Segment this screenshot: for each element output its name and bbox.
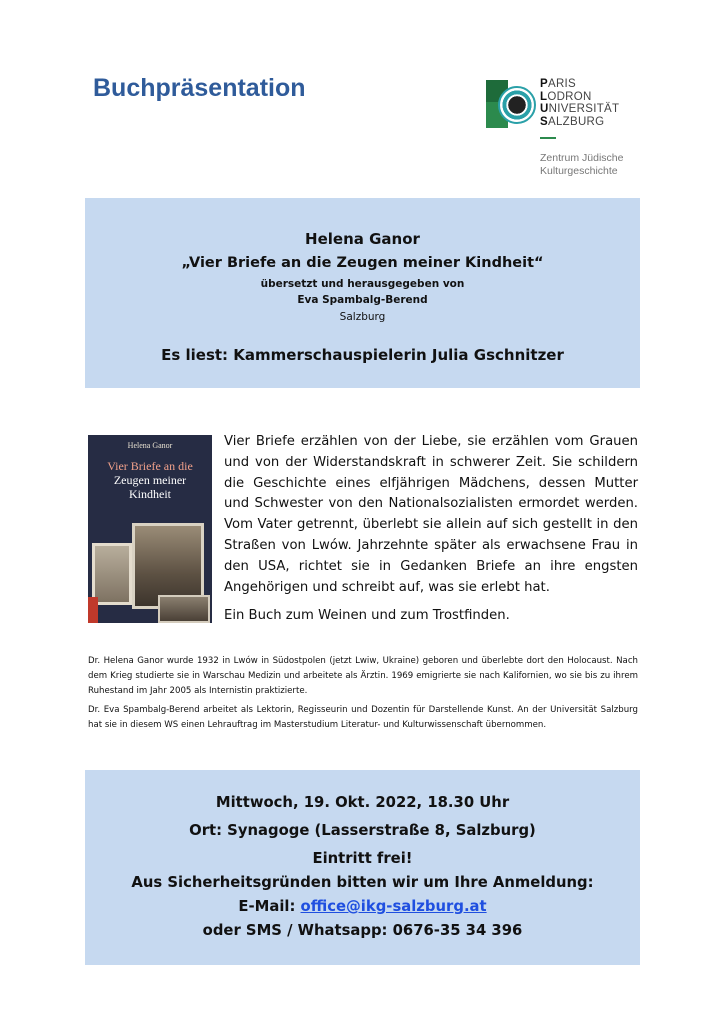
translator-bio: Dr. Eva Spambalg-Berend arbeitet als Lektorin, Regisseurin und Dozentin für Darstellende Kunst. An der Universität Salzburg hat sie in diesem WS einen Lehrauftrag im Masterstudium Literatur- und Kulturwissenschaft übernommen. (88, 705, 638, 730)
translated-by-label: übersetzt und herausgegeben von (260, 278, 465, 290)
registration-note: Aus Sicherheitsgründen bitten wir um Ihre Anmeldung: (131, 874, 594, 891)
cover-author: Helena Ganor (127, 441, 173, 450)
university-seal-icon (486, 80, 536, 128)
city: Salzburg (339, 311, 386, 323)
reader-line: Es liest: Kammerschauspielerin Julia Gschnitzer (161, 346, 564, 364)
translator-name: Eva Spambalg-Berend (297, 294, 428, 306)
entry-info: Eintritt frei! (312, 850, 413, 867)
book-title: „Vier Briefe an die Zeugen meiner Kindheit“ (181, 255, 544, 271)
university-name: PARIS LODRON UNIVERSITÄT SALZBURG (540, 78, 620, 128)
cover-title-line: Vier Briefe an die (107, 459, 193, 473)
cover-photo (92, 543, 132, 605)
email-line (85, 898, 640, 915)
description-paragraph: Vier Briefe erzählen von der Liebe, sie erzählen vom Grauen und von der Widerstandskraft in schwerer Zeit. Sie schildern die Geschichte eines elfjährigen Mädchens, dessen Mutter und Schwester von den Nationalsozialisten ermordet werden. Vom Vater getrennt, überlebt sie allein auf sich gestellt in den Straßen von Lwów. Jahrzehnte später als erwachsene Frau in den USA, richtet sie in Gedanken Briefe an ihre engsten Angehörigen und schreibt auf, was sie erlebt hat. (224, 434, 638, 595)
cover-accent (88, 597, 98, 623)
event-date: Mittwoch, 19. Okt. 2022, 18.30 Uhr (215, 794, 510, 811)
book-description (224, 432, 638, 627)
university-logo (486, 80, 656, 180)
intro-box (85, 198, 640, 388)
event-location: Ort: Synagoge (Lasserstraße 8, Salzburg) (189, 822, 536, 839)
email-label: E-Mail: (238, 898, 301, 915)
logo-divider (540, 137, 556, 139)
author-name: Helena Ganor (305, 230, 420, 248)
sms-line: oder SMS / Whatsapp: 0676-35 34 396 (202, 922, 523, 939)
event-box (85, 770, 640, 965)
description-closing: Ein Buch zum Weinen und zum Trostfinden. (224, 608, 510, 624)
cover-photo (158, 595, 210, 623)
page-title: Buchpräsentation (93, 74, 306, 102)
cover-title-line: Kindheit (129, 487, 171, 501)
cover-title-line: Zeugen meiner (113, 473, 187, 487)
author-bio: Dr. Helena Ganor wurde 1932 in Lwów in Südostpolen (jetzt Lwiw, Ukraine) geboren und überlebte dort den Holocaust. Nach dem Krieg studierte sie in Warschau Medizin und arbeitete als Ärztin. 1969 emigrierte sie nach Kalifornien, wo sie bis zu ihrem Ruhestand im Jahr 2005 als Internistin praktizierte. (88, 656, 638, 696)
book-cover (88, 435, 212, 623)
center-name: Zentrum Jüdische Kulturgeschichte (540, 152, 624, 177)
email-link[interactable]: office@ikg-salzburg.at (300, 898, 487, 915)
